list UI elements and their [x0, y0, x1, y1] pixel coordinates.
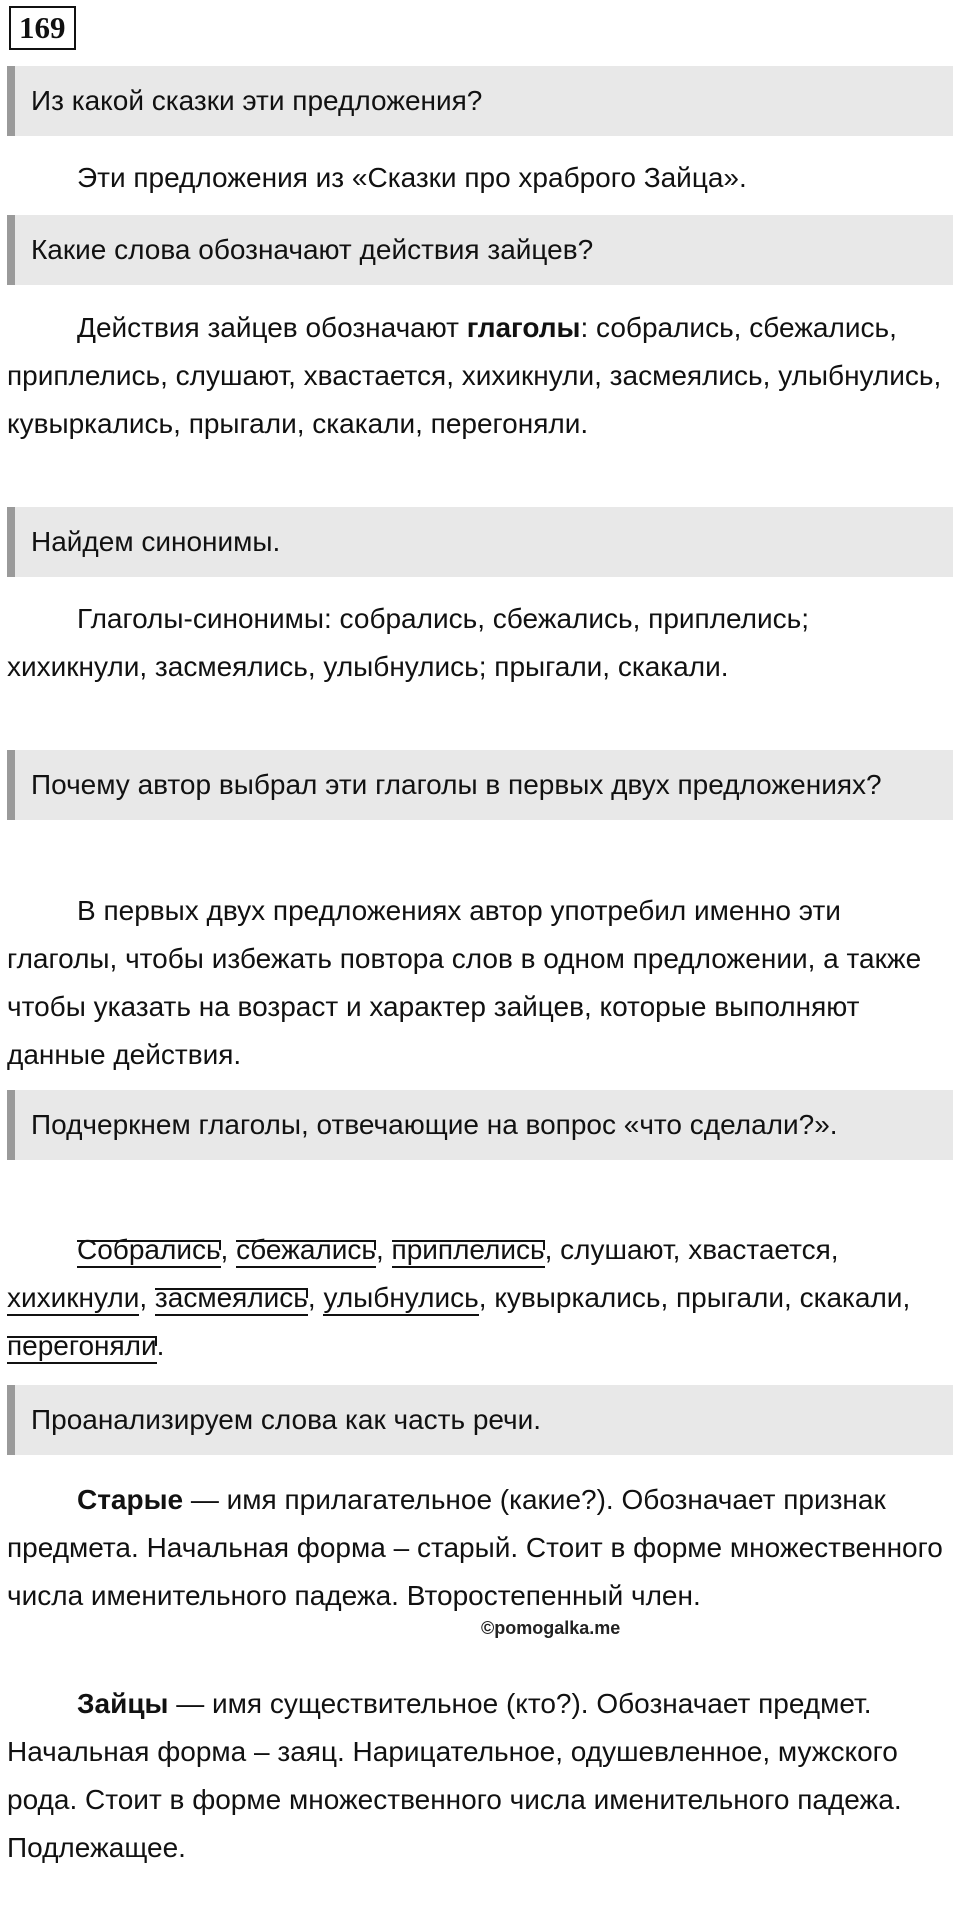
underlined-verb: засмеялись [155, 1282, 308, 1316]
question-3: Найдем синонимы. [7, 507, 953, 577]
term-verbs: глаголы [466, 312, 581, 343]
task-number: 169 [9, 6, 76, 50]
answer-7: Зайцы — имя существительное (кто?). Обозначает предмет. Начальная форма – заяц. Нарицательное, одушевленное, мужского рода. Стоит в форме множественного числа именительного падежа. Подлежащее. [7, 1688, 902, 1863]
answer-4: В первых двух предложениях автор употребил именно эти глаголы, чтобы избежать повтора слов в одном предложении, а также чтобы указать на возраст и характер зайцев, которые выполняют данные действия. [7, 895, 922, 1070]
underlined-verb: улыбнулись [323, 1282, 478, 1316]
word-zaitsy: Зайцы [77, 1688, 169, 1719]
underlined-verb: Собрались [77, 1234, 221, 1268]
question-5: Подчеркнем глаголы, отвечающие на вопрос «что сделали?». [7, 1090, 953, 1160]
answer-3: Глаголы-синонимы: собрались, сбежались, приплелись; хихикнули, засмеялись, улыбнулись; прыгали, скакали. [7, 603, 810, 682]
answer-5: Собрались, сбежались, приплелись, слушают, хвастается, хихикнули, засмеялись, улыбнулись, кувыркались, прыгали, скакали, перегоняли. [7, 1226, 953, 1370]
question-2: Какие слова обозначают действия зайцев? [7, 215, 953, 285]
answer-2: Действия зайцев обозначают глаголы: собрались, сбежались, приплелись, слушают, хвастается, хихикнули, засмеялись, улыбнулись, кувыркались, прыгали, скакали, перегоняли. [7, 312, 942, 439]
word-starye: Старые [77, 1484, 184, 1515]
underlined-verb: хихикнули [7, 1282, 139, 1316]
watermark: ©pomogalka.me [481, 1618, 621, 1638]
question-4: Почему автор выбрал эти глаголы в первых двух предложениях? [7, 750, 953, 820]
answer-6: Старые — имя прилагательное (какие?). Обозначает признак предмета. Начальная форма – старый. Стоит в форме множественного числа именительного падежа. Второстепенный член. [7, 1484, 943, 1611]
underlined-verb: сбежались [236, 1234, 376, 1268]
answer-1: Эти предложения из «Сказки про храброго Зайца». [77, 162, 747, 193]
question-6: Проанализируем слова как часть речи. [7, 1385, 953, 1455]
underlined-verb: перегоняли [7, 1330, 157, 1364]
question-1: Из какой сказки эти предложения? [7, 66, 953, 136]
underlined-verb: приплелись [392, 1234, 545, 1268]
